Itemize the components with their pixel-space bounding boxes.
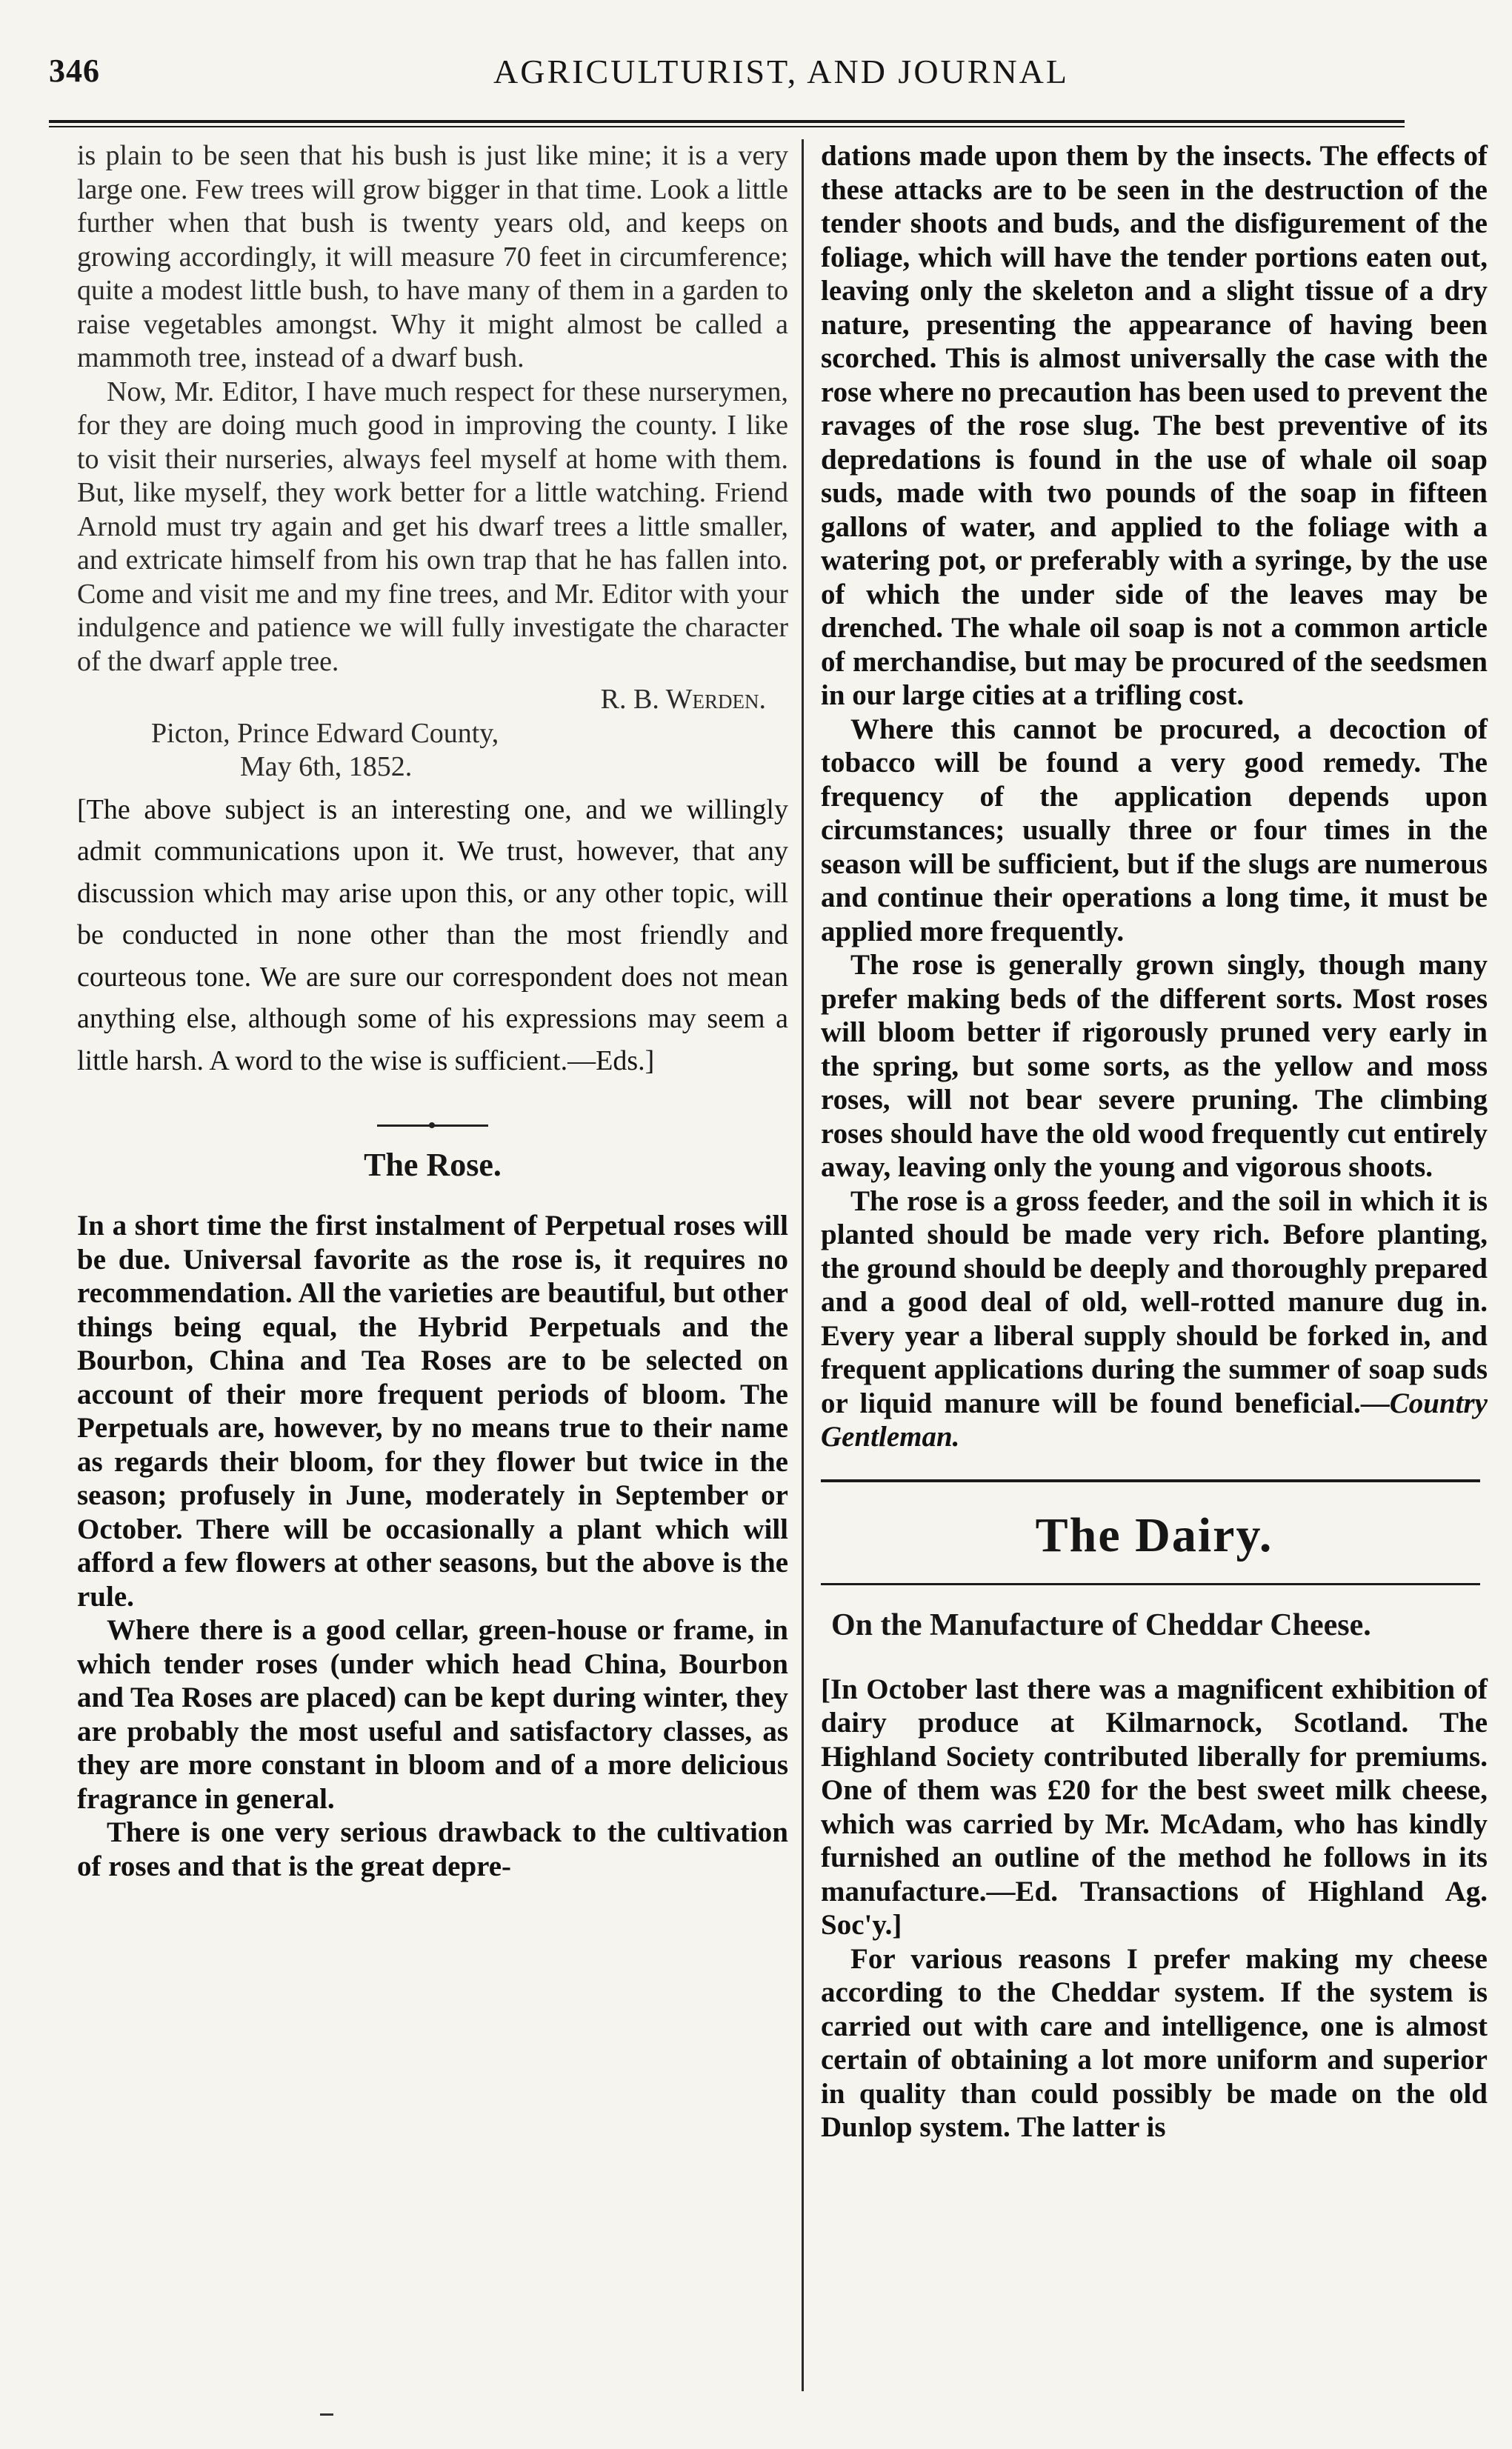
page-number: 346 <box>49 53 100 89</box>
section-rule <box>821 1583 1480 1585</box>
rose-paragraph <box>821 1184 1488 1454</box>
cheddar-intro: [In October last there was a magnificent exhibition of dairy produce at Kilmarnock, Scotland. The Highland Society contributed liberally for premiums. One of them was £20 for the best sweet milk cheese, which was carried by Mr. McAdam, who has kindly furnished an outline of the method he follows in its manufacture.—Ed. Transactions of Highland Ag. Soc'y.] <box>821 1673 1488 1941</box>
letter-place: Picton, Prince Edward County, <box>151 717 499 749</box>
rose-paragraph: dations made upon them by the insects. The effects of these attacks are to be seen in the destruction of the tender shoots and buds, and the disfigurement of the foliage, which will have the tender portions eaten out, leaving only the skeleton and a slight tissue of a dry nature, presenting the appearance of having been scorched. This is almost universally the case with the rose where no precaution has been used to prevent the ravages of the rose slug. The best preventive of its depredations is found in the use of whale oil soap suds, made with two pounds of the soap in fifteen gallons of water, and applied to the foliage with a watering pot, or preferably with a syringe, by the use of which the under side of the leaves may be drenched. The whale oil soap is not a common article of merchandise, but may be procured of the seedsmen in our large cities at a trifling cost. <box>821 140 1488 711</box>
header-rule <box>49 120 1405 127</box>
section-rule <box>821 1479 1480 1482</box>
rose-article-continued <box>821 139 1488 1454</box>
letter-paragraph: is plain to be seen that his bush is just like mine; it is a very large one. Few trees will grow bigger in that time. Look a little further when that bush is twenty years old, and keeps on growing accordingly, it will measure 70 feet in circumference; quite a modest little bush, to have many of them in a garden to raise vegetables amongst. Why it might almost be called a mammoth tree, instead of a dwarf bush. <box>77 140 788 373</box>
rose-paragraph: Where there is a good cellar, green-house or frame, in which tender roses (under which head China, Bourbon and Tea Roses are placed) can be kept during winter, they are probably the most useful and satisfactory classes, as they are more constant in bloom and of a more delicious fragrance in general. <box>77 1614 788 1815</box>
letter-date: May 6th, 1852. <box>240 751 413 782</box>
right-column <box>821 139 1488 2145</box>
letter-paragraph: Now, Mr. Editor, I have much respect for these nurserymen, for they are doing much good in improving the county. I like to visit their nurseries, always feel myself at home with them. But, like myself, they work better for a little watching. Friend Arnold must try again and get his dwarf trees a little smaller, and extricate himself from his own trap that he has fallen into. Come and visit me and my fine trees, and Mr. Editor with your indulgence and patience we will fully investigate the character of the dwarf apple tree. <box>77 376 788 677</box>
letter-continuation <box>77 139 788 784</box>
cheddar-article-body <box>821 1673 1488 2145</box>
article-title-cheddar: On the Manufacture of Cheddar Cheese. <box>831 1607 1371 1642</box>
section-heading-dairy: The Dairy. <box>1035 1507 1273 1562</box>
rose-paragraph: In a short time the first instalment of Perpetual roses will be due. Universal favorite as the rose is, it requires no recommendation. All the varieties are beautiful, but other things being equal, the Hybrid Perpetuals and the Bourbon, China and Tea Roses are to be selected on account of their more frequent periods of bloom. The Perpetuals are, however, by no means true to their name as regards their bloom, for they flower but twice in the season; profusely in June, moderately in September or October. There will be occasionally a plant which will afford a few flowers at other seasons, but the above is the rule. <box>77 1210 788 1613</box>
editor-note: [The above subject is an interesting one, and we willingly admit communications upon it. We trust, however, that any discussion which may arise upon this, or any other topic, will be conducted in none other than the most friendly and courteous tone. We are sure our correspondent does not mean anything else, although some of his expressions may seem a little harsh. A word to the wise is sufficient.—Eds.] <box>77 793 788 1076</box>
page-header <box>49 46 1405 98</box>
article-title-rose: The Rose. <box>364 1147 502 1183</box>
rose-paragraph-text: The rose is a gross feeder, and the soil in which it is planted should be made very rich. Before planting, the ground should be deeply and thoroughly prepared and a good deal of old, well-rotted manure dug in. Every year a liberal supply should be forked in, and frequent applications during the summer of soap suds or liquid manure will be found beneficial.— <box>821 1184 1488 1419</box>
rose-article-body <box>77 1209 788 1883</box>
rose-paragraph: There is one very serious drawback to the cultivation of roses and that is the great depre- <box>77 1816 788 1882</box>
page-mark <box>320 2413 333 2416</box>
article-attribution: Country Gentleman. <box>821 1387 1488 1453</box>
rose-paragraph: Where this cannot be procured, a decoction of tobacco will be found a very good remedy. The frequency of the application depends upon circumstances; usually three or four times in the season will be sufficient, but if the slugs are numerous and continue their operations a long time, it must be applied more frequently. <box>821 713 1488 947</box>
running-title: AGRICULTURIST, AND JOURNAL <box>493 53 1069 90</box>
letter-signature: R. B. Werden. <box>600 684 766 715</box>
separator-rule <box>377 1124 488 1127</box>
cheddar-paragraph: For various reasons I prefer making my cheese according to the Cheddar system. If the system is carried out with care and intelligence, one is almost certain of obtaining a lot more uniform and superior in quality than could possibly be made on the old Dunlop system. The latter is <box>821 1942 1488 2143</box>
rose-paragraph: The rose is generally grown singly, though many prefer making beds of the different sorts. Most roses will bloom better if rigorously pruned very early in the spring, but some sorts, as the yellow and moss roses, will not bear severe pruning. The climbing roses should have the old wood frequently cut entirely away, leaving only the young and vigorous shoots. <box>821 949 1488 1183</box>
column-divider <box>802 139 804 2391</box>
left-column <box>77 139 788 1883</box>
